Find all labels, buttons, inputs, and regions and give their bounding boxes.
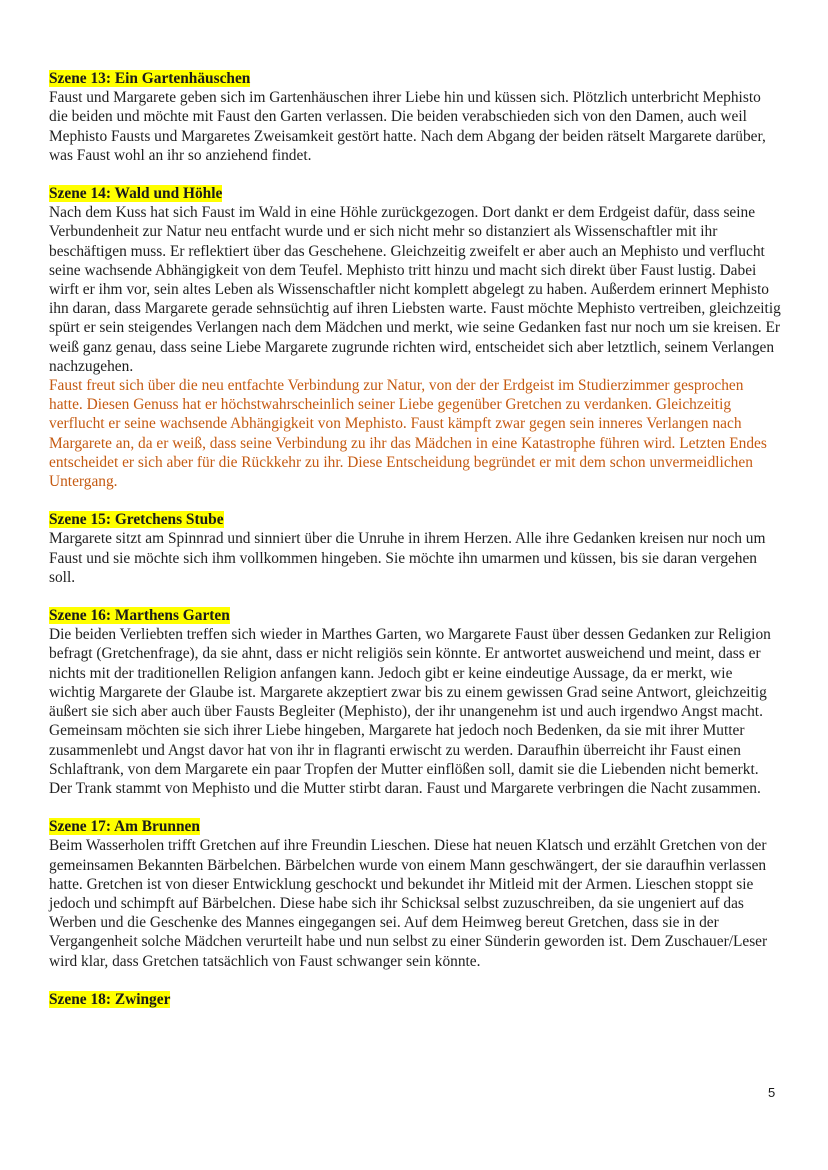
analysis-note: Faust freut sich über die neu entfachte Verbindung zur Natur, von der der Erdgeist im Studierzimmer gesprochen hatte. Diesen Genuss hat er höchstwahrscheinlich seiner Liebe gegenüber Gretchen zu verdanken. Gleichzeitig verflucht er seine wachsende Abhängigkeit von Mephisto. Faust kämpft zwar gegen sein inneres Verlangen nach Margarete an, da er weiß, dass seine Verbindung zu ihr das Mädchen in eine Katastrophe führen wird. Letzten Endes entscheidet er sich aber für die Rückkehr zu ihr. Diese Entscheidung begründet er mit dem schon unvermeidlichen Untergang. [49, 377, 767, 491]
section-heading: Szene 17: Am Brunnen [49, 818, 200, 836]
section-szene-14 [49, 184, 781, 491]
section-szene-16 [49, 606, 781, 798]
section-heading: Szene 18: Zwinger [49, 990, 171, 1008]
section-heading: Szene 13: Ein Gartenhäuschen [49, 70, 251, 87]
section-szene-13 [49, 69, 781, 165]
section-szene-17 [49, 817, 781, 971]
section-szene-15 [49, 510, 781, 587]
section-szene-18 [49, 990, 781, 1009]
section-text: Nach dem Kuss hat sich Faust im Wald in eine Höhle zurückgezogen. Dort dankt er dem Erdgeist dafür, dass seine Verbundenheit zur Natur neu entfacht wurde und er sich nicht mehr so distanziert als Wissenschaftler mit ihr beschäftigen muss. Er reflektiert über das Geschehene. Gleichzeitig zweifelt er aber auch an Mephisto und verflucht seine wachsende Abhängigkeit von dem Teufel. Mephisto tritt hinzu und macht sich direkt über Faust lustig. Dabei wirft er ihm vor, sein altes Leben als Wissenschaftler nicht komplett abgelegt zu haben. Außerdem erinnert Mephisto ihn daran, dass Margarete gerade sehnsüchtig auf ihren Liebsten warte. Faust möchte Mephisto vertreiben, gleichzeitig spürt er sein steigendes Verlangen nach dem Mädchen und merkt, wie seine Gedanken fast nur noch um sie kreisen. Er weiß ganz genau, dass seine Liebe Margarete zugrunde richten wird, entscheidet sich aber letztlich, seinem Verlangen nachzugehen. [49, 204, 781, 375]
section-text: Margarete sitzt am Spinnrad und sinniert über die Unruhe in ihrem Herzen. Alle ihre Gedanken kreisen nur noch um Faust und sie möchte sich ihm vollkommen hingeben. Sie möchte ihn umarmen und küssen, bis sie daran vergehen soll. [49, 530, 766, 586]
document-body [49, 69, 781, 1028]
section-text: Beim Wasserholen trifft Gretchen auf ihre Freundin Lieschen. Diese hat neuen Klatsch und erzählt Gretchen von der gemeinsamen Bekannten Bärbelchen. Bärbelchen wurde von einem Mann geschwängert, der sie daraufhin verlassen hatte. Gretchen ist von dieser Entwicklung geschockt und bekundet ihr Mitleid mit der Armen. Lieschen stoppt sie jedoch und schimpft auf Bärbelchen. Diese habe sich ihr Schicksal selbst zuzuschreiben, da sie ungeniert auf das Werben und die Geschenke des Mannes eingegangen sei. Auf dem Heimweg bereut Gretchen, dass sie in der Vergangenheit solche Mädchen verurteilt habe und nun selbst zu einer Sünderin geworden ist. Dem Zuschauer/Leser wird klar, dass Gretchen tatsächlich von Faust schwanger sein könnte. [49, 837, 768, 970]
section-heading: Szene 16: Marthens Garten [49, 607, 230, 625]
section-heading: Szene 14: Wald und Höhle [49, 185, 223, 203]
page-number: 5 [768, 1085, 776, 1100]
section-text: Faust und Margarete geben sich im Gartenhäuschen ihrer Liebe hin und küssen sich. Plötzlich unterbricht Mephisto die beiden und möchte mit Faust den Garten verlassen. Die beiden verabschieden sich von den Damen, auch weil Mephisto Fausts und Margaretes Zweisamkeit gestört hatte. Nach dem Abgang der beiden rätselt Margarete darüber, was Faust wohl an ihr so anziehend findet. [49, 89, 766, 164]
section-text: Die beiden Verliebten treffen sich wieder in Marthes Garten, wo Margarete Faust über dessen Gedanken zur Religion befragt (Gretchenfrage), da sie ahnt, dass er nicht religiös sein könnte. Er antwortet ausweichend und meint, dass er nichts mit der traditionellen Religion anfangen kann. Jedoch gibt er keine eindeutige Aussage, da er merkt, wie wichtig Margarete der Glaube ist. Margarete akzeptiert zwar bis zu einem gewissen Grad seine Antwort, gleichzeitig äußert sie sich aber auch über Fausts Begleiter (Mephisto), der ihr unangenehm ist und auch irgendwo Angst macht. Gemeinsam möchten sie sich ihrer Liebe hingeben, Margarete hat jedoch noch Bedenken, da sie mit ihrer Mutter zusammenlebt und Angst davor hat von ihr in flagranti erwischt zu werden. Daraufhin überreicht ihr Faust einen Schlaftrank, von dem Margarete ein paar Tropfen der Mutter einflößen soll, damit sie die Liebenden nicht bemerkt. Der Trank stammt von Mephisto und die Mutter stirbt daran. Faust und Margarete verbringen die Nacht zusammen. [49, 626, 771, 797]
section-heading: Szene 15: Gretchens Stube [49, 511, 224, 529]
